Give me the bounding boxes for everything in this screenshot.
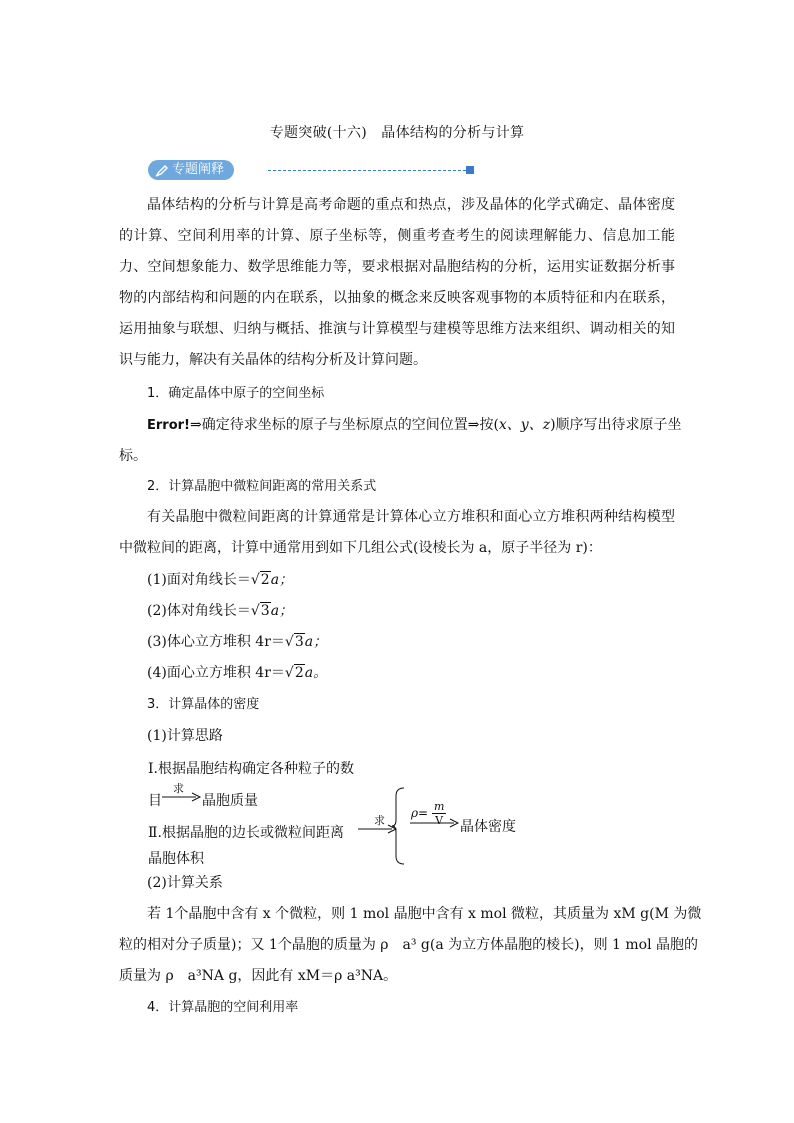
formula-4-tail: a。 [304, 665, 328, 681]
formula-2 [147, 601, 293, 621]
formula-1-radicand: 2 [260, 572, 270, 588]
formula-3-tail: a； [304, 634, 328, 650]
brace-icon [392, 786, 406, 866]
rho-symbol: ρ= [411, 806, 429, 820]
arrow-icon [162, 790, 202, 804]
formula-2-radicand: 3 [260, 603, 270, 619]
section2-heading: 2．计算晶胞中微粒间距离的常用关系式 [147, 479, 377, 494]
section3-heading: 3．计算晶体的密度 [147, 697, 260, 712]
density-flow-diagram [148, 750, 548, 880]
sqrt-symbol: √2 [284, 665, 304, 681]
step1-mu: 目 [148, 793, 162, 809]
section2-paragraph: 有关晶胞中微粒间距离的计算通常是计算体心立方堆积和面心立方堆积两种结构模型中微粒间的距离，计算中通常用到如下几组公式(设棱长为 a，原子半径为 r)： [119, 509, 675, 556]
sqrt-symbol: √3 [284, 634, 304, 650]
intro-paragraph: 晶体结构的分析与计算是高考命题的重点和热点，涉及晶体的化学式确定、晶体密度的计算、空间利用率的计算、原子坐标等，侧重考查考生的阅读理解能力、信息加工能力、空间想象能力、数学思维能力等，要求根据对晶胞结构的分析，运用实证数据分析事物的内部结构和问题的内在联系，以抽象的概念来反映客观事物的本质特征和内在联系，运用抽象与联想、归纳与概括、推演与计算模型与建模等思维方法来组织、调动相关的知识与能力，解决有关晶体的结构分析及计算问题。 [119, 197, 675, 368]
section-badge [148, 160, 234, 180]
formula-3-label: (3)体心立方堆积 4r＝ [147, 634, 285, 650]
pen-icon [155, 163, 169, 177]
section1-line1 [147, 415, 682, 436]
formula-3 [147, 632, 327, 652]
arrow2-label: 求 [374, 814, 385, 827]
formula-4-radicand: 2 [294, 665, 304, 681]
error-text: Error! [147, 418, 190, 433]
arrow-icon [410, 816, 460, 830]
step2-text: Ⅱ.根据晶胞的边长或微粒间距离 [148, 825, 344, 841]
section1-xyz: x、y、z [498, 417, 551, 433]
sqrt-symbol: √3 [250, 603, 270, 619]
formula-3-radicand: 3 [294, 634, 304, 650]
section4-heading: 4．计算晶胞的空间利用率 [147, 1000, 299, 1015]
formula-2-tail: a； [270, 603, 294, 619]
formula-1-label: (1)面对角线长＝ [147, 572, 251, 588]
crystal-cell-mass: 晶胞质量 [202, 793, 258, 809]
section1-text2: )顺序写出待求原子坐 [550, 417, 682, 433]
page-title: 专题突破(十六) 晶体结构的分析与计算 [269, 125, 525, 141]
formula-1 [147, 570, 293, 590]
calc-line-3: 质量为 ρ a³NA g，因此有 xM＝ρ a³NA。 [119, 968, 398, 984]
section1-line2: 标。 [119, 448, 147, 464]
formula-4-label: (4)面心立方堆积 4r＝ [147, 665, 285, 681]
badge-divider-end [466, 166, 474, 174]
formula-2-label: (2)体对角线长＝ [147, 603, 251, 619]
badge-divider [268, 170, 466, 171]
crystal-density: 晶体密度 [460, 819, 516, 835]
sqrt-symbol: √2 [250, 572, 270, 588]
section-badge-label: 专题阐释 [172, 162, 225, 177]
formula-1-tail: a； [270, 572, 294, 588]
step1-text: Ⅰ.根据晶胞结构确定各种粒子的数 [148, 761, 354, 777]
fraction-numerator: m [433, 800, 445, 813]
fraction-denominator: V [435, 814, 444, 827]
section3-sub1: (1)计算思路 [147, 728, 223, 744]
formula-4 [147, 663, 327, 683]
arrow1-label: 求 [173, 782, 184, 795]
calc-line-1: 若 1个晶胞中含有 x 个微粒，则 1 mol 晶胞中含有 x mol 微粒，其质量为 xM g(M 为微 [147, 906, 702, 922]
section3-sub2: (2)计算关系 [147, 875, 223, 891]
calc-line-2: 粒的相对分子质量)；又 1个晶胞的质量为 ρ a³ g(a 为立方体晶胞的棱长)，则 1 mol 晶胞的 [119, 937, 699, 953]
section1-heading: 1．确定晶体中原子的空间坐标 [147, 386, 325, 401]
section-badge-row [148, 160, 478, 182]
section1-text1: ⇒确定待求坐标的原子与坐标原点的空间位置⇒按( [189, 417, 499, 433]
crystal-cell-volume: 晶胞体积 [148, 851, 204, 867]
